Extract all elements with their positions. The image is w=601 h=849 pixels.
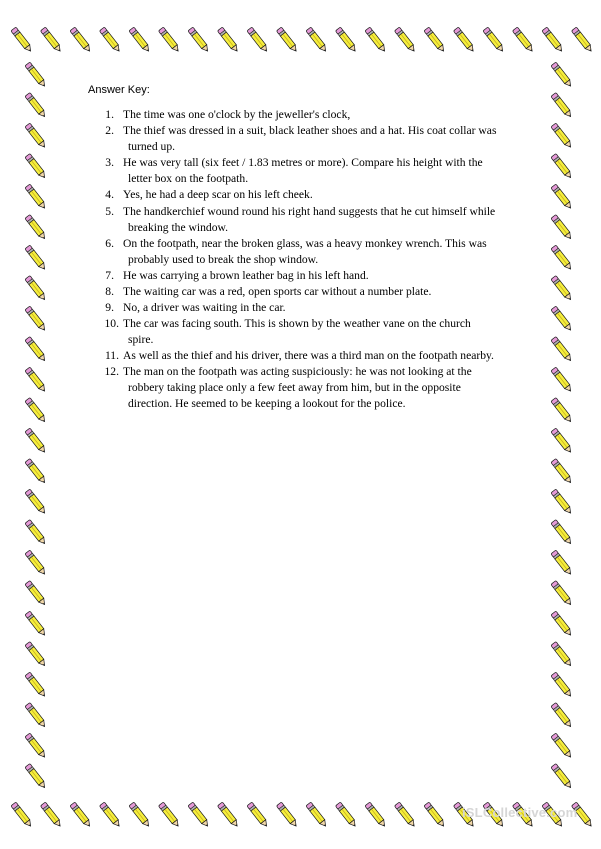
answer-number: 3.: [105, 156, 114, 169]
answer-text-continued: direction. He seemed to be keeping a lookout for the police.: [128, 397, 406, 410]
answer-number: 5.: [105, 205, 114, 218]
answer-text-continued: turned up.: [128, 140, 176, 153]
answer-text: The thief was dressed in a suit, black leather shoes and a hat. His coat collar was: [123, 124, 497, 137]
answer-text: No, a driver was waiting in the car.: [123, 301, 286, 314]
answer-text: He was very tall (six feet / 1.83 metres or more). Compare his height with the: [123, 156, 483, 169]
answer-number: 10.: [104, 317, 119, 330]
answer-text-continued: robbery taking place only a few feet away from him, but in the opposite: [128, 381, 461, 394]
answer-number: 7.: [105, 269, 114, 282]
answer-number: 9.: [105, 301, 114, 314]
answer-number: 11.: [104, 349, 119, 362]
answer-text: The time was one o'clock by the jeweller's clock,: [123, 108, 351, 121]
answer-number: 4.: [105, 188, 114, 201]
answer-number: 8.: [105, 285, 114, 298]
answer-text: He was carrying a brown leather bag in his left hand.: [123, 269, 369, 282]
answer-text: The handkerchief wound round his right hand suggests that he cut himself while: [123, 205, 496, 218]
answer-text-continued: breaking the window.: [128, 221, 229, 234]
answer-text: Yes, he had a deep scar on his left cheek.: [123, 188, 313, 201]
answer-key-heading: Answer Key:: [88, 84, 150, 96]
watermark: iSLCollective.com: [462, 805, 578, 820]
answer-text: The man on the footpath was acting suspiciously: he was not looking at the: [123, 365, 472, 378]
answer-text: The car was facing south. This is shown by the weather vane on the church: [123, 317, 471, 330]
answer-number: 2.: [105, 124, 114, 137]
answer-text: As well as the thief and his driver, there was a third man on the footpath nearby.: [123, 349, 494, 362]
answer-number: 6.: [105, 237, 114, 250]
answer-text-continued: spire.: [128, 333, 154, 346]
answer-number: 12.: [104, 365, 119, 378]
answer-number: 1.: [105, 108, 114, 121]
answer-text-continued: probably used to break the shop window.: [128, 253, 319, 266]
answer-text-continued: letter box on the footpath.: [128, 172, 249, 185]
answer-text: The waiting car was a red, open sports car without a number plate.: [123, 285, 432, 298]
answer-text: On the footpath, near the broken glass, was a heavy monkey wrench. This was: [123, 237, 487, 250]
